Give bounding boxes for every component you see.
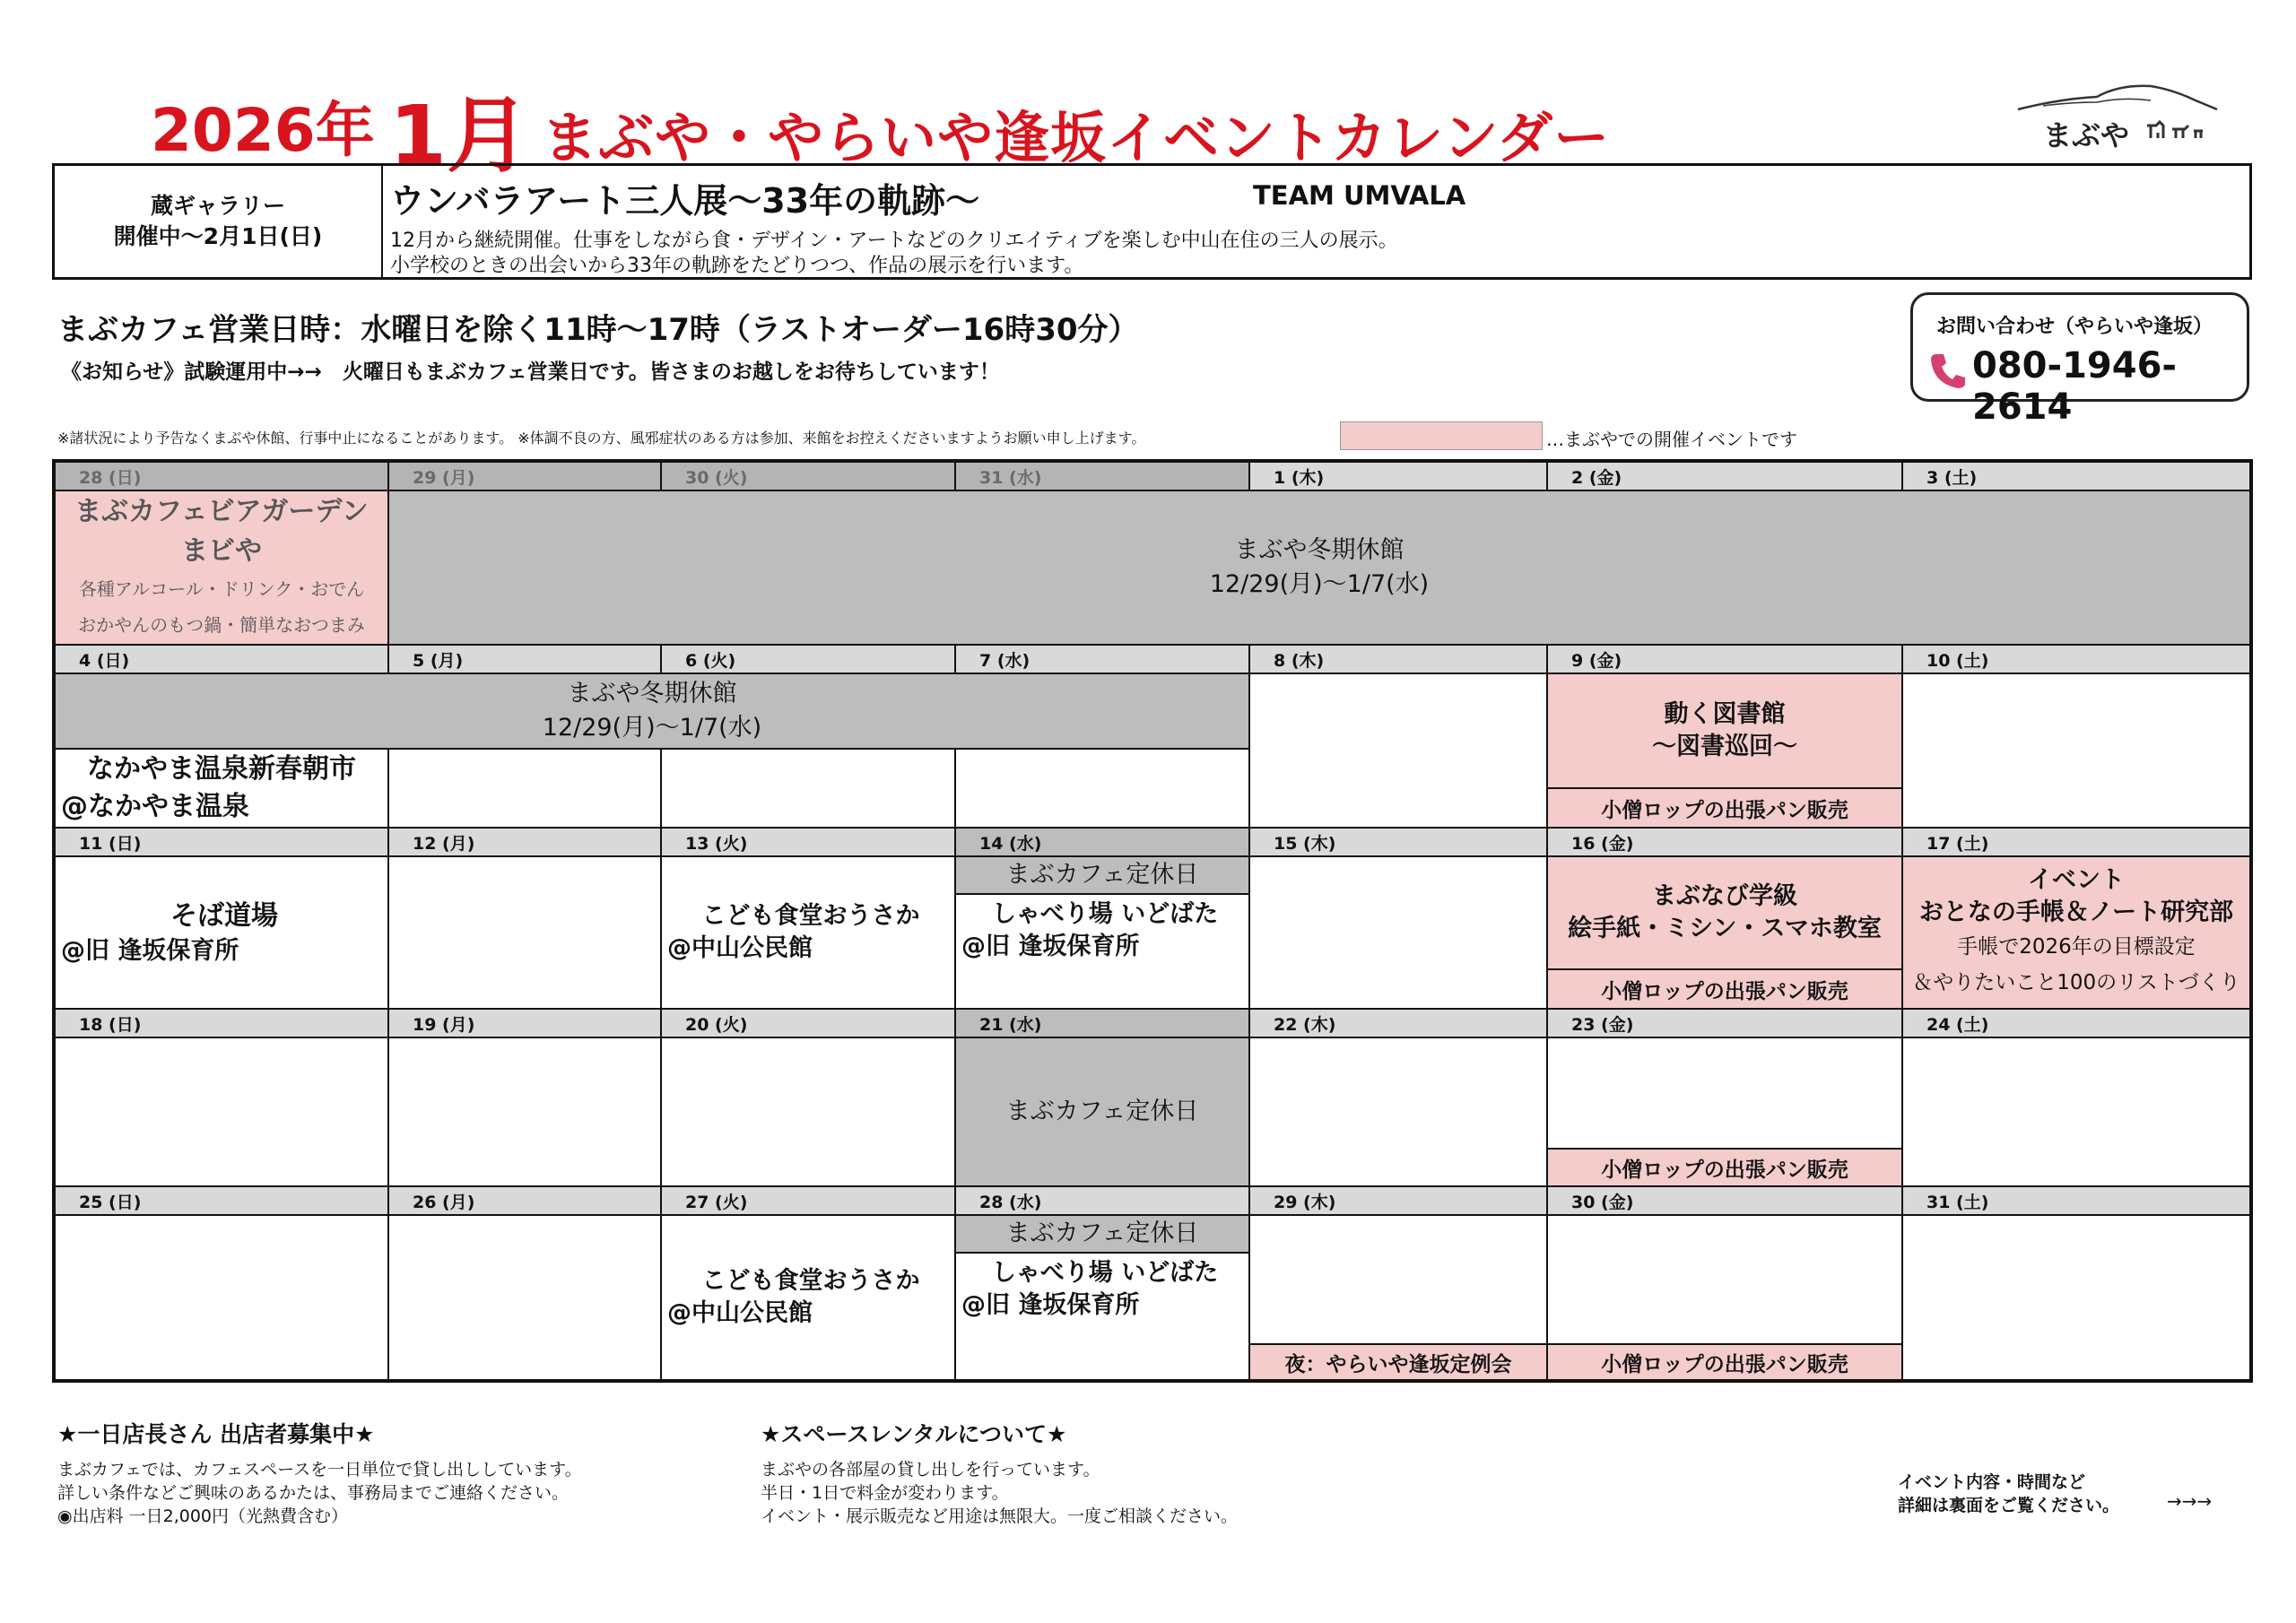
event-title: 夜：やらいや逢坂定例会 [1284, 1352, 1512, 1376]
event-title: 小僧ロップの出張パン販売 [1601, 1158, 1848, 1182]
gallery-exhibition-box [52, 163, 2252, 280]
grid-line [1546, 463, 1548, 490]
event-night-meeting [1250, 1345, 1546, 1379]
event-soba [56, 857, 387, 1008]
event-beer-garden [56, 491, 387, 644]
disclaimer: ※諸状況により予告なくまぶや休館、行事中止になることがあります。 ※体調不良の方、風邪症状のある方は参加、来館をお控えくださいますようお願い申し上げます。 [57, 430, 1146, 447]
cafe-hours: まぶカフェ営業日時：水曜日を除く11時〜17時（ラストオーダー16時30分） [57, 312, 1139, 348]
event-location: @なかやま温泉 [61, 791, 249, 822]
day-header: 21 (水) [956, 1010, 1248, 1037]
grid-line [56, 855, 2249, 857]
logo-text: まぶや [2043, 118, 2130, 152]
grid-line [56, 1185, 2249, 1187]
grid-line [1548, 968, 1901, 970]
footer-shop-body [57, 1458, 582, 1528]
grid-line [954, 644, 956, 674]
event-location: @中山公民館 [667, 934, 813, 962]
event-title: まぶカフェ定休日 [1005, 1098, 1199, 1125]
footer-text: まぶカフェでは、カフェスペースを一日単位で貸し出ししています。 [57, 1460, 582, 1480]
day-header: 13 (火) [662, 829, 954, 855]
grid-line [56, 490, 2249, 491]
gallery-venue: 蔵ギャラリー [150, 193, 285, 219]
day-header: 16 (金) [1548, 829, 1901, 855]
calendar-grid [52, 459, 2253, 1383]
event-detail: おかやんのもつ鍋・簡単なおつまみ [78, 614, 365, 636]
grid-line [956, 893, 1248, 895]
legend-text: …まぶやでの開催イベントです [1546, 429, 1797, 450]
event-title: こども食堂おうさか [701, 902, 920, 930]
event-bakery [1548, 789, 1901, 827]
closure-dates: 12/29(月)〜1/7(水) [1209, 570, 1430, 598]
animals-logo-icon [2144, 117, 2206, 143]
day-header: 22 (木) [1250, 1010, 1546, 1037]
event-title: こども食堂おうさか [701, 1267, 920, 1295]
grid-line [954, 463, 956, 490]
gallery-description: 小学校のときの出会いから33年の軌跡をたどりつつ、作品の展示を行います。 [390, 255, 1084, 277]
event-title: 小僧ロップの出張パン販売 [1601, 1352, 1848, 1376]
event-title: しゃべり場 いどばた [991, 1259, 1219, 1287]
footer-arrow: →→→ [2167, 1490, 2213, 1512]
grid-line [387, 463, 389, 490]
event-notebook [1903, 857, 2249, 1008]
gallery-venue-cell [55, 166, 383, 277]
event-detail: ＆やりたいこと100のリストづくり [1912, 971, 2240, 994]
day-header: 4 (日) [56, 646, 387, 673]
event-shaberiba [956, 1254, 1248, 1379]
gallery-team: TEAM UMVALA [1253, 180, 1466, 211]
page-title: まぶや・やらいや逢坂イベントカレンダー [542, 105, 1611, 170]
footer-text: まぶやの各部屋の貸し出しを行っています。 [761, 1460, 1100, 1480]
event-location: @旧 逢坂保育所 [961, 933, 1140, 960]
day-header: 28 (水) [956, 1187, 1248, 1214]
phone-icon [1927, 351, 1967, 390]
mountain-logo-icon [2016, 79, 2219, 115]
gallery-period: 開催中〜2月1日(日) [113, 223, 323, 249]
event-kodomo [662, 857, 954, 1008]
day-header: 3 (土) [1903, 463, 2249, 490]
winter-closure-banner [56, 674, 1248, 748]
contact-phone[interactable]: 080-1946-2614 [1972, 345, 2178, 428]
day-header: 30 (金) [1548, 1187, 1901, 1214]
mabuya-logo [2016, 79, 2219, 160]
cafe-closed [956, 1216, 1248, 1252]
day-header: 31 (水) [956, 463, 1248, 490]
grid-line [56, 1037, 2249, 1038]
grid-line [1248, 644, 1250, 1379]
event-title: そば道場 [170, 900, 278, 932]
grid-line [56, 644, 2249, 646]
day-header: 25 (日) [56, 1187, 387, 1214]
day-header: 28 (日) [56, 463, 387, 490]
event-title: まぶカフェ定休日 [1005, 861, 1199, 889]
grid-line [56, 673, 2249, 674]
event-title: なかやま温泉新春朝市 [87, 753, 356, 785]
closure-title: まぶや冬期休館 [1234, 536, 1405, 564]
day-header: 6 (火) [662, 646, 954, 673]
footer-rental-heading: ★スペースレンタルについて★ [761, 1421, 1067, 1447]
grid-line [387, 644, 389, 674]
grid-line [1546, 644, 1548, 1379]
day-header: 18 (日) [56, 1010, 387, 1037]
grid-line [1548, 787, 1901, 789]
day-header: 30 (火) [662, 463, 954, 490]
day-header: 1 (木) [1250, 463, 1546, 490]
grid-line [954, 748, 956, 1379]
event-location: @旧 逢坂保育所 [61, 937, 239, 965]
day-header: 10 (土) [1903, 646, 2249, 673]
grid-line [1250, 1343, 1901, 1345]
event-title: まぶカフェ定休日 [1005, 1219, 1199, 1247]
event-bakery [1548, 1345, 1901, 1379]
grid-line [56, 1008, 2249, 1010]
day-header: 15 (木) [1250, 829, 1546, 855]
grid-line [1548, 1148, 1901, 1150]
grid-line [660, 748, 662, 1379]
day-header: 5 (月) [389, 646, 660, 673]
day-header: 27 (火) [662, 1187, 954, 1214]
closure-dates: 12/29(月)〜1/7(水) [542, 714, 762, 742]
day-header: 19 (月) [389, 1010, 660, 1037]
footer-text: イベント・展示販売など用途は無限大。一度ご相談ください。 [761, 1506, 1239, 1526]
event-detail: 各種アルコール・ドリンク・おでん [78, 578, 365, 600]
grid-line [56, 748, 1248, 750]
footer-shop-heading: ★一日店長さん 出店者募集中★ [57, 1421, 375, 1447]
event-title: 小僧ロップの出張パン販売 [1601, 798, 1848, 822]
cafe-closed [956, 857, 1248, 893]
event-kodomo [662, 1216, 954, 1379]
event-bakery [1548, 1150, 1901, 1185]
grid-line [1901, 644, 1903, 1379]
event-location: @旧 逢坂保育所 [961, 1291, 1140, 1319]
day-header: 8 (木) [1250, 646, 1546, 673]
event-detail: 手帳で2026年の目標設定 [1957, 935, 2196, 959]
day-header: 17 (土) [1903, 829, 2249, 855]
grid-line [387, 490, 389, 644]
event-title: まぶカフェビアガーデン [74, 496, 369, 527]
event-title: 動く図書館 [1664, 700, 1786, 728]
footer-back-note [1898, 1471, 2119, 1517]
grid-line [660, 644, 662, 674]
footer-text: 詳細は裏面をご覧ください。 [1898, 1496, 2120, 1515]
gallery-title: ウンバラアート三人展〜33年の軌跡〜 [390, 181, 980, 221]
contact-box [1910, 292, 2249, 428]
day-header: 14 (水) [956, 829, 1248, 855]
event-subtitle: まビや [181, 535, 262, 567]
cafe-notice: 《お知らせ》試験運用中→→ 火曜日もまぶカフェ営業日です。皆さまのお越しをお待ちしています！ [61, 360, 1000, 384]
footer-text: 詳しい条件などご興味のあるかたは、事務局までご連絡ください。 [57, 1483, 570, 1503]
title-month: 1月 [389, 88, 530, 184]
event-title: まぶなび学級 [1652, 882, 1797, 910]
footer-rental-body [761, 1458, 1238, 1528]
winter-closure-banner [389, 491, 2249, 644]
day-header: 2 (金) [1548, 463, 1901, 490]
day-header: 31 (土) [1903, 1187, 2249, 1214]
grid-line [56, 827, 2249, 829]
day-header: 29 (月) [389, 463, 660, 490]
event-title: 小僧ロップの出張パン販売 [1601, 979, 1848, 1003]
day-header: 24 (土) [1903, 1010, 2249, 1037]
footer-text: イベント内容・時間など [1898, 1472, 2086, 1492]
legend-swatch [1340, 421, 1543, 450]
event-location: @中山公民館 [667, 1299, 813, 1327]
event-shaberiba [956, 895, 1248, 1008]
grid-line [56, 1214, 2249, 1216]
event-nakayama-onsen [56, 750, 387, 827]
day-header: 20 (火) [662, 1010, 954, 1037]
day-header: 29 (木) [1250, 1187, 1546, 1214]
event-label: イベント [2028, 866, 2125, 894]
grid-line [660, 463, 662, 490]
closure-title: まぶや冬期休館 [567, 680, 737, 707]
grid-line [956, 1252, 1248, 1254]
day-header: 26 (月) [389, 1187, 660, 1214]
day-header: 7 (水) [956, 646, 1248, 673]
footer-text: 半日・1日で料金が変わります。 [761, 1483, 1009, 1503]
event-subtitle: 〜図書巡回〜 [1652, 733, 1797, 760]
contact-label: お問い合わせ（やらいや逢坂） [1936, 316, 2213, 338]
day-header: 23 (金) [1548, 1010, 1901, 1037]
event-title: しゃべり場 いどばた [991, 900, 1219, 928]
footer-text: ◉出店料 一日2,000円（光熱費含む） [57, 1506, 349, 1526]
day-header: 9 (金) [1548, 646, 1901, 673]
cafe-closed [956, 1038, 1248, 1185]
day-header: 11 (日) [56, 829, 387, 855]
event-library [1548, 674, 1901, 787]
event-title: おとなの手帳＆ノート研究部 [1918, 898, 2234, 926]
grid-line [1248, 463, 1250, 490]
grid-line [1901, 463, 1903, 490]
gallery-description: 12月から継続開催。仕事をしながら食・デザイン・アートなどのクリエイティブを楽しむ中山在住の三人の展示。 [390, 230, 1398, 252]
grid-line [387, 748, 389, 1379]
event-manabi [1548, 857, 1901, 968]
day-header: 12 (月) [389, 829, 660, 855]
title-year: 2026年 [151, 96, 375, 165]
event-detail: 絵手紙・ミシン・スマホ教室 [1568, 915, 1882, 942]
event-bakery [1548, 970, 1901, 1008]
